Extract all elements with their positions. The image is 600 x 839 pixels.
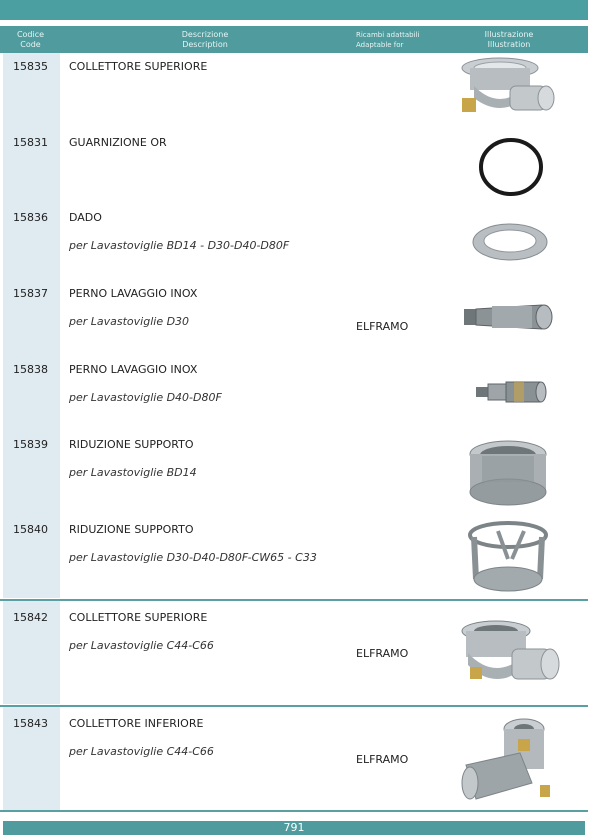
item-title: PERNO LAVAGGIO INOX: [69, 287, 198, 300]
lower-collector-image: [460, 713, 560, 807]
support-reducer-image: [466, 521, 550, 597]
upper-collector-image: [458, 56, 558, 122]
item-brand: ELFRAMO: [356, 753, 409, 766]
item-code: 15836: [13, 211, 48, 224]
item-compatibility: per Lavastoviglie C44-C66: [69, 639, 214, 652]
item-compatibility: per Lavastoviglie D40-D80F: [69, 391, 222, 404]
header-description: [60, 30, 350, 50]
table-row: [0, 277, 588, 353]
item-compatibility: per Lavastoviglie D30: [69, 315, 190, 328]
item-code: 15838: [13, 363, 48, 376]
header-ill-en: Illustration: [487, 40, 531, 49]
table-row: [0, 707, 588, 810]
o-ring-image: [476, 136, 546, 198]
top-band: [0, 0, 588, 20]
item-compatibility: per Lavastoviglie C44-C66: [69, 745, 214, 758]
table-row: [0, 126, 588, 201]
top-corner: [588, 0, 600, 20]
item-title: COLLETTORE SUPERIORE: [69, 60, 208, 73]
item-compatibility: per Lavastoviglie BD14 - D30-D40-D80F: [69, 239, 290, 252]
upper-collector-image: [456, 617, 562, 697]
item-compatibility: per Lavastoviglie D30-D40-D80F-CW65 - C33: [69, 551, 317, 564]
header-adaptable: [356, 30, 456, 50]
item-title: PERNO LAVAGGIO INOX: [69, 363, 198, 376]
item-title: GUARNIZIONE OR: [69, 136, 167, 149]
wash-pin-image: [474, 379, 548, 405]
header-ill-it: Illustrazione: [484, 30, 534, 39]
support-reducer-image: [466, 438, 550, 510]
item-code: 15842: [13, 611, 48, 624]
header-illustration: [454, 30, 564, 50]
header-code-en: Code: [20, 40, 41, 49]
table-header: [0, 26, 588, 53]
item-title: COLLETTORE INFERIORE: [69, 717, 204, 730]
table-row: [0, 513, 588, 599]
table-row: [0, 50, 588, 126]
item-code: 15837: [13, 287, 48, 300]
table-row: [0, 428, 588, 513]
item-code: 15831: [13, 136, 48, 149]
item-brand: ELFRAMO: [356, 320, 409, 333]
table-row: [0, 353, 588, 428]
row-divider: [0, 810, 588, 812]
item-code: 15839: [13, 438, 48, 451]
header-desc-it: Descrizione: [181, 30, 229, 39]
header-ricambi-en: Adaptable for: [356, 41, 404, 49]
item-code: 15835: [13, 60, 48, 73]
header-code-it: Codice: [16, 30, 45, 39]
table-row: [0, 201, 588, 277]
header-ricambi-it: Ricambi adattabili: [356, 31, 420, 39]
item-title: DADO: [69, 211, 102, 224]
header-code: [3, 30, 58, 50]
item-title: RIDUZIONE SUPPORTO: [69, 523, 194, 536]
item-title: COLLETTORE SUPERIORE: [69, 611, 208, 624]
header-desc-en: Description: [182, 40, 228, 49]
nut-image: [470, 219, 550, 265]
item-code: 15840: [13, 523, 48, 536]
item-compatibility: per Lavastoviglie BD14: [69, 466, 197, 479]
page-number: 791: [3, 821, 585, 835]
item-code: 15843: [13, 717, 48, 730]
table-row: [0, 601, 588, 705]
item-title: RIDUZIONE SUPPORTO: [69, 438, 194, 451]
wash-pin-image: [462, 297, 556, 337]
item-brand: ELFRAMO: [356, 647, 409, 660]
